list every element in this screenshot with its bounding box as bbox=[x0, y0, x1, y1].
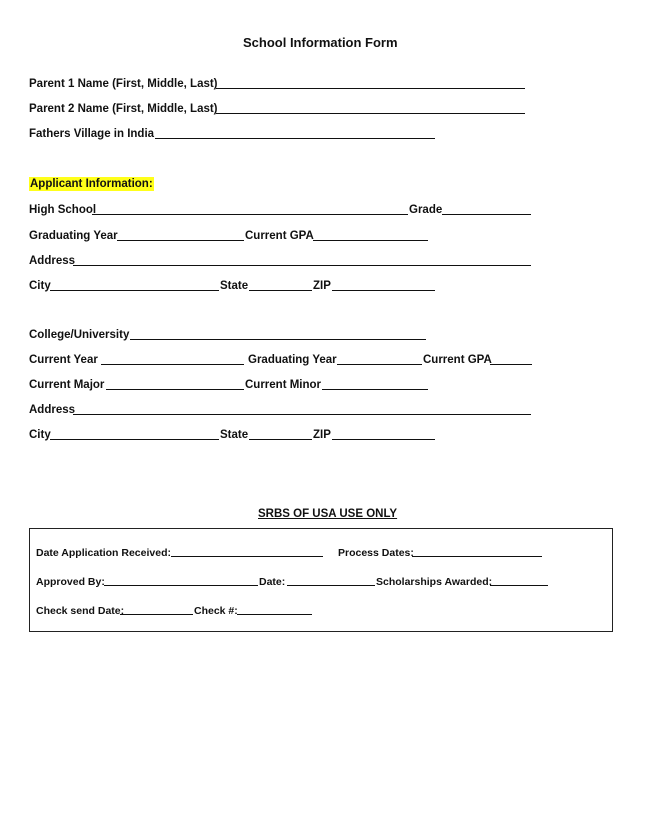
college-university-label: College/University bbox=[29, 329, 130, 341]
applicant-zip-label: ZIP bbox=[313, 280, 331, 292]
parent2-name-field[interactable] bbox=[216, 113, 525, 114]
applicant-city-field[interactable] bbox=[50, 290, 219, 291]
parent2-name-label: Parent 2 Name (First, Middle, Last) bbox=[29, 103, 218, 115]
approval-date-field[interactable] bbox=[287, 585, 375, 586]
applicant-current-gpa-field[interactable] bbox=[313, 240, 428, 241]
college-zip-label: ZIP bbox=[313, 429, 331, 441]
college-state-label: State bbox=[220, 429, 249, 441]
high-school-field[interactable] bbox=[92, 214, 408, 215]
check-number-label: Check #: bbox=[194, 605, 238, 617]
parent1-name-label: Parent 1 Name (First, Middle, Last) bbox=[29, 78, 218, 90]
college-state-field[interactable] bbox=[249, 439, 312, 440]
check-send-date-field[interactable] bbox=[120, 614, 193, 615]
college-graduating-year-field[interactable] bbox=[337, 364, 422, 365]
scholarships-awarded-label: Scholarships Awarded: bbox=[376, 576, 493, 588]
college-address-field[interactable] bbox=[73, 414, 531, 415]
college-current-gpa-label: Current GPA bbox=[423, 354, 492, 366]
applicant-state-field[interactable] bbox=[249, 290, 312, 291]
applicant-graduating-year-label: Graduating Year bbox=[29, 230, 118, 242]
fathers-village-label: Fathers Village in India bbox=[29, 128, 155, 140]
check-send-date-label: Check send Date: bbox=[36, 605, 125, 617]
high-school-label: High School bbox=[29, 204, 97, 216]
applicant-zip-field[interactable] bbox=[332, 290, 435, 291]
applicant-address-field[interactable] bbox=[73, 265, 531, 266]
applicant-state-label: State bbox=[220, 280, 249, 292]
applicant-graduating-year-field[interactable] bbox=[117, 240, 244, 241]
college-city-label: City bbox=[29, 429, 51, 441]
college-city-field[interactable] bbox=[50, 439, 219, 440]
approval-date-label: Date: bbox=[259, 576, 286, 588]
fathers-village-field[interactable] bbox=[155, 138, 435, 139]
applicant-address-label: Address bbox=[29, 255, 76, 267]
current-minor-label: Current Minor bbox=[245, 379, 322, 391]
current-year-field[interactable] bbox=[101, 364, 244, 365]
approved-by-field[interactable] bbox=[104, 585, 258, 586]
current-minor-field[interactable] bbox=[322, 389, 428, 390]
grade-label: Grade bbox=[409, 204, 443, 216]
college-university-field[interactable] bbox=[130, 339, 426, 340]
date-received-label: Date Application Received: bbox=[36, 547, 171, 559]
scholarships-awarded-field[interactable] bbox=[490, 585, 548, 586]
current-major-label: Current Major bbox=[29, 379, 105, 391]
check-number-field[interactable] bbox=[237, 614, 312, 615]
college-graduating-year-label: Graduating Year bbox=[248, 354, 337, 366]
applicant-information-heading: Applicant Information: bbox=[30, 178, 153, 190]
date-received-field[interactable] bbox=[171, 556, 323, 557]
page-title: School Information Form bbox=[243, 35, 398, 50]
office-use-heading: SRBS OF USA USE ONLY bbox=[258, 508, 398, 520]
approved-by-label: Approved By: bbox=[36, 576, 105, 588]
process-dates-label: Process Dates: bbox=[338, 547, 414, 559]
college-address-label: Address bbox=[29, 404, 76, 416]
applicant-city-label: City bbox=[29, 280, 51, 292]
parent1-name-field[interactable] bbox=[216, 88, 525, 89]
applicant-current-gpa-label: Current GPA bbox=[245, 230, 314, 242]
college-zip-field[interactable] bbox=[332, 439, 435, 440]
grade-field[interactable] bbox=[442, 214, 531, 215]
college-current-gpa-field[interactable] bbox=[490, 364, 532, 365]
current-major-field[interactable] bbox=[106, 389, 244, 390]
current-year-label: Current Year bbox=[29, 354, 98, 366]
process-dates-field[interactable] bbox=[412, 556, 542, 557]
